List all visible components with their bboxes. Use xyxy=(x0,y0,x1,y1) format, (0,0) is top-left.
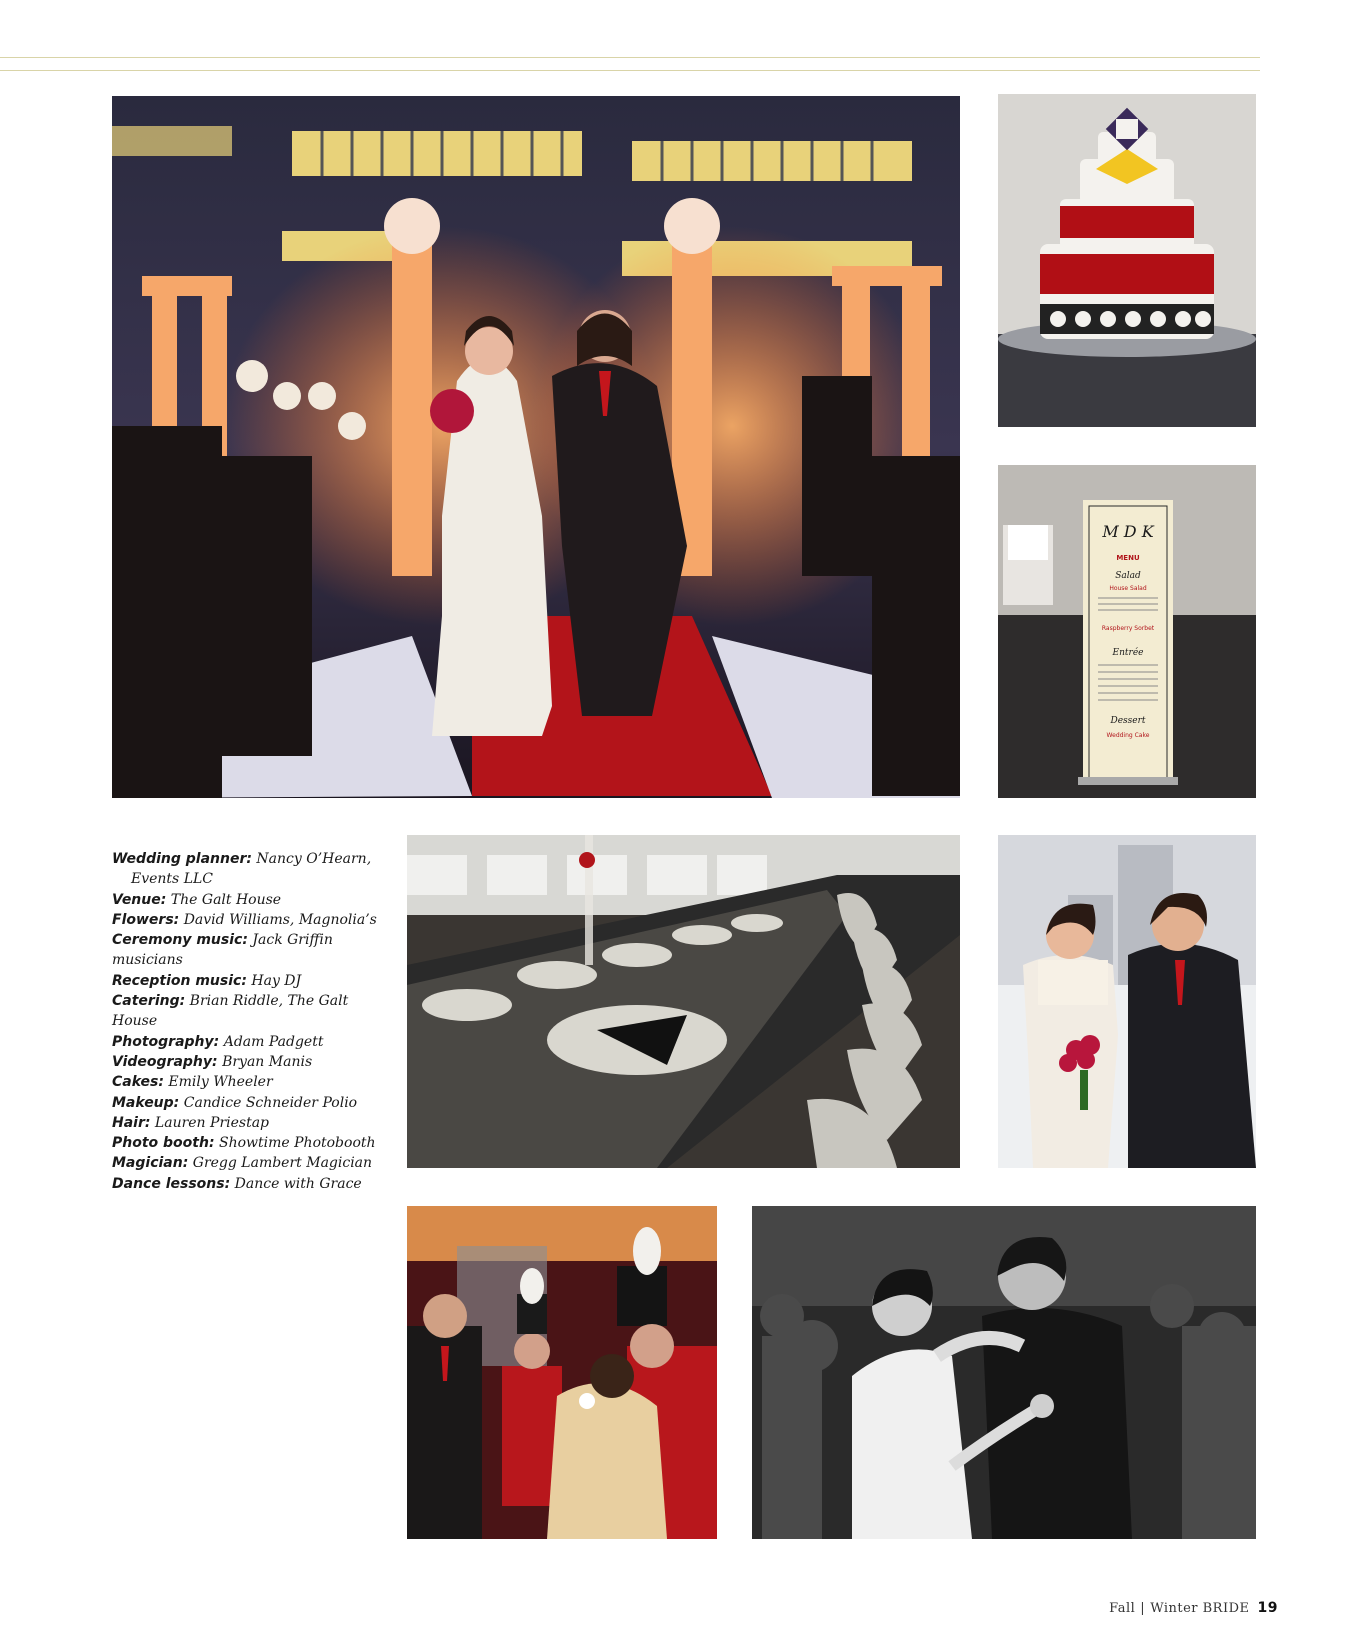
menu-card-photo xyxy=(998,465,1256,798)
vendor-credits xyxy=(112,849,382,1194)
folio-publication: Winter BRIDE xyxy=(1150,1601,1250,1616)
credit-line xyxy=(112,890,382,910)
credit-role: Videography: xyxy=(112,1053,218,1070)
menu-entree-heading: Entrée xyxy=(1112,648,1144,658)
page-number: 19 xyxy=(1257,1600,1278,1616)
credit-line xyxy=(112,849,382,890)
credit-line xyxy=(112,1113,382,1133)
credit-role: Ceremony music: xyxy=(112,932,248,949)
credit-line xyxy=(112,971,382,991)
credit-name: Nancy O’Hearn, xyxy=(256,851,372,867)
credit-name: Candice Schneider Polio xyxy=(183,1094,358,1111)
header-rule-bottom xyxy=(0,70,1260,71)
guests-greeting-photo xyxy=(407,1206,717,1539)
credit-role: Hair: xyxy=(112,1114,151,1131)
folio-separator: | xyxy=(1140,1601,1146,1616)
first-dance-photo xyxy=(752,1206,1256,1539)
credit-role: Cakes: xyxy=(112,1074,164,1091)
credit-name: David Williams, Magnolia’s xyxy=(183,911,377,928)
credit-role: Dance lessons: xyxy=(112,1175,231,1192)
credit-name: Dance with Grace xyxy=(234,1175,362,1192)
menu-dessert-heading: Dessert xyxy=(1110,716,1146,726)
credit-role: Venue: xyxy=(112,891,167,908)
credit-line xyxy=(112,1153,382,1173)
credit-line xyxy=(112,1072,382,1092)
reception-table-photo xyxy=(407,835,960,1168)
credit-role: Catering: xyxy=(112,993,186,1010)
wedding-cake-photo xyxy=(998,94,1256,427)
credit-line xyxy=(112,1052,382,1072)
credit-name: Lauren Priestap xyxy=(154,1114,270,1131)
credit-role: Photo booth: xyxy=(112,1135,215,1152)
credit-line xyxy=(112,1032,382,1052)
credit-name: Gregg Lambert Magician xyxy=(192,1155,373,1172)
menu-heading: MENU xyxy=(1116,554,1140,562)
rooftop-ceremony-photo xyxy=(112,96,960,798)
credit-line xyxy=(112,910,382,930)
credit-name: Emily Wheeler xyxy=(168,1074,273,1091)
credit-line xyxy=(112,991,382,1032)
menu-dessert-item: Wedding Cake xyxy=(1106,732,1150,739)
credit-line xyxy=(112,1174,382,1194)
credit-name: Showtime Photobooth xyxy=(219,1135,376,1152)
credit-name: Adam Padgett xyxy=(223,1033,324,1050)
credit-name: Jack Griffin musicians xyxy=(112,932,333,969)
folio-season: Fall xyxy=(1109,1601,1136,1616)
credit-line xyxy=(112,930,382,971)
credit-role: Photography: xyxy=(112,1033,220,1050)
credit-line xyxy=(112,1133,382,1153)
couple-portrait-photo xyxy=(998,835,1256,1168)
credit-name: Bryan Manis xyxy=(222,1053,313,1070)
credit-name: Brian Riddle, The Galt House xyxy=(112,993,349,1030)
menu-course2: Raspberry Sorbet xyxy=(1101,625,1155,632)
page-folio xyxy=(1109,1600,1278,1616)
credit-name-continued: Events LLC xyxy=(131,871,213,888)
credit-name: The Galt House xyxy=(170,891,282,908)
menu-monogram: M D K xyxy=(1102,522,1154,541)
credit-role: Magician: xyxy=(112,1155,189,1172)
credit-name: Hay DJ xyxy=(251,972,302,989)
credit-line xyxy=(112,1093,382,1113)
header-rule-top xyxy=(0,57,1260,58)
credit-role: Wedding planner: xyxy=(112,851,252,867)
credit-role: Reception music: xyxy=(112,972,247,989)
credit-role: Flowers: xyxy=(112,911,180,928)
menu-salad-heading: Salad xyxy=(1115,571,1141,581)
credit-role: Makeup: xyxy=(112,1094,180,1111)
menu-course1: House Salad xyxy=(1109,585,1147,592)
